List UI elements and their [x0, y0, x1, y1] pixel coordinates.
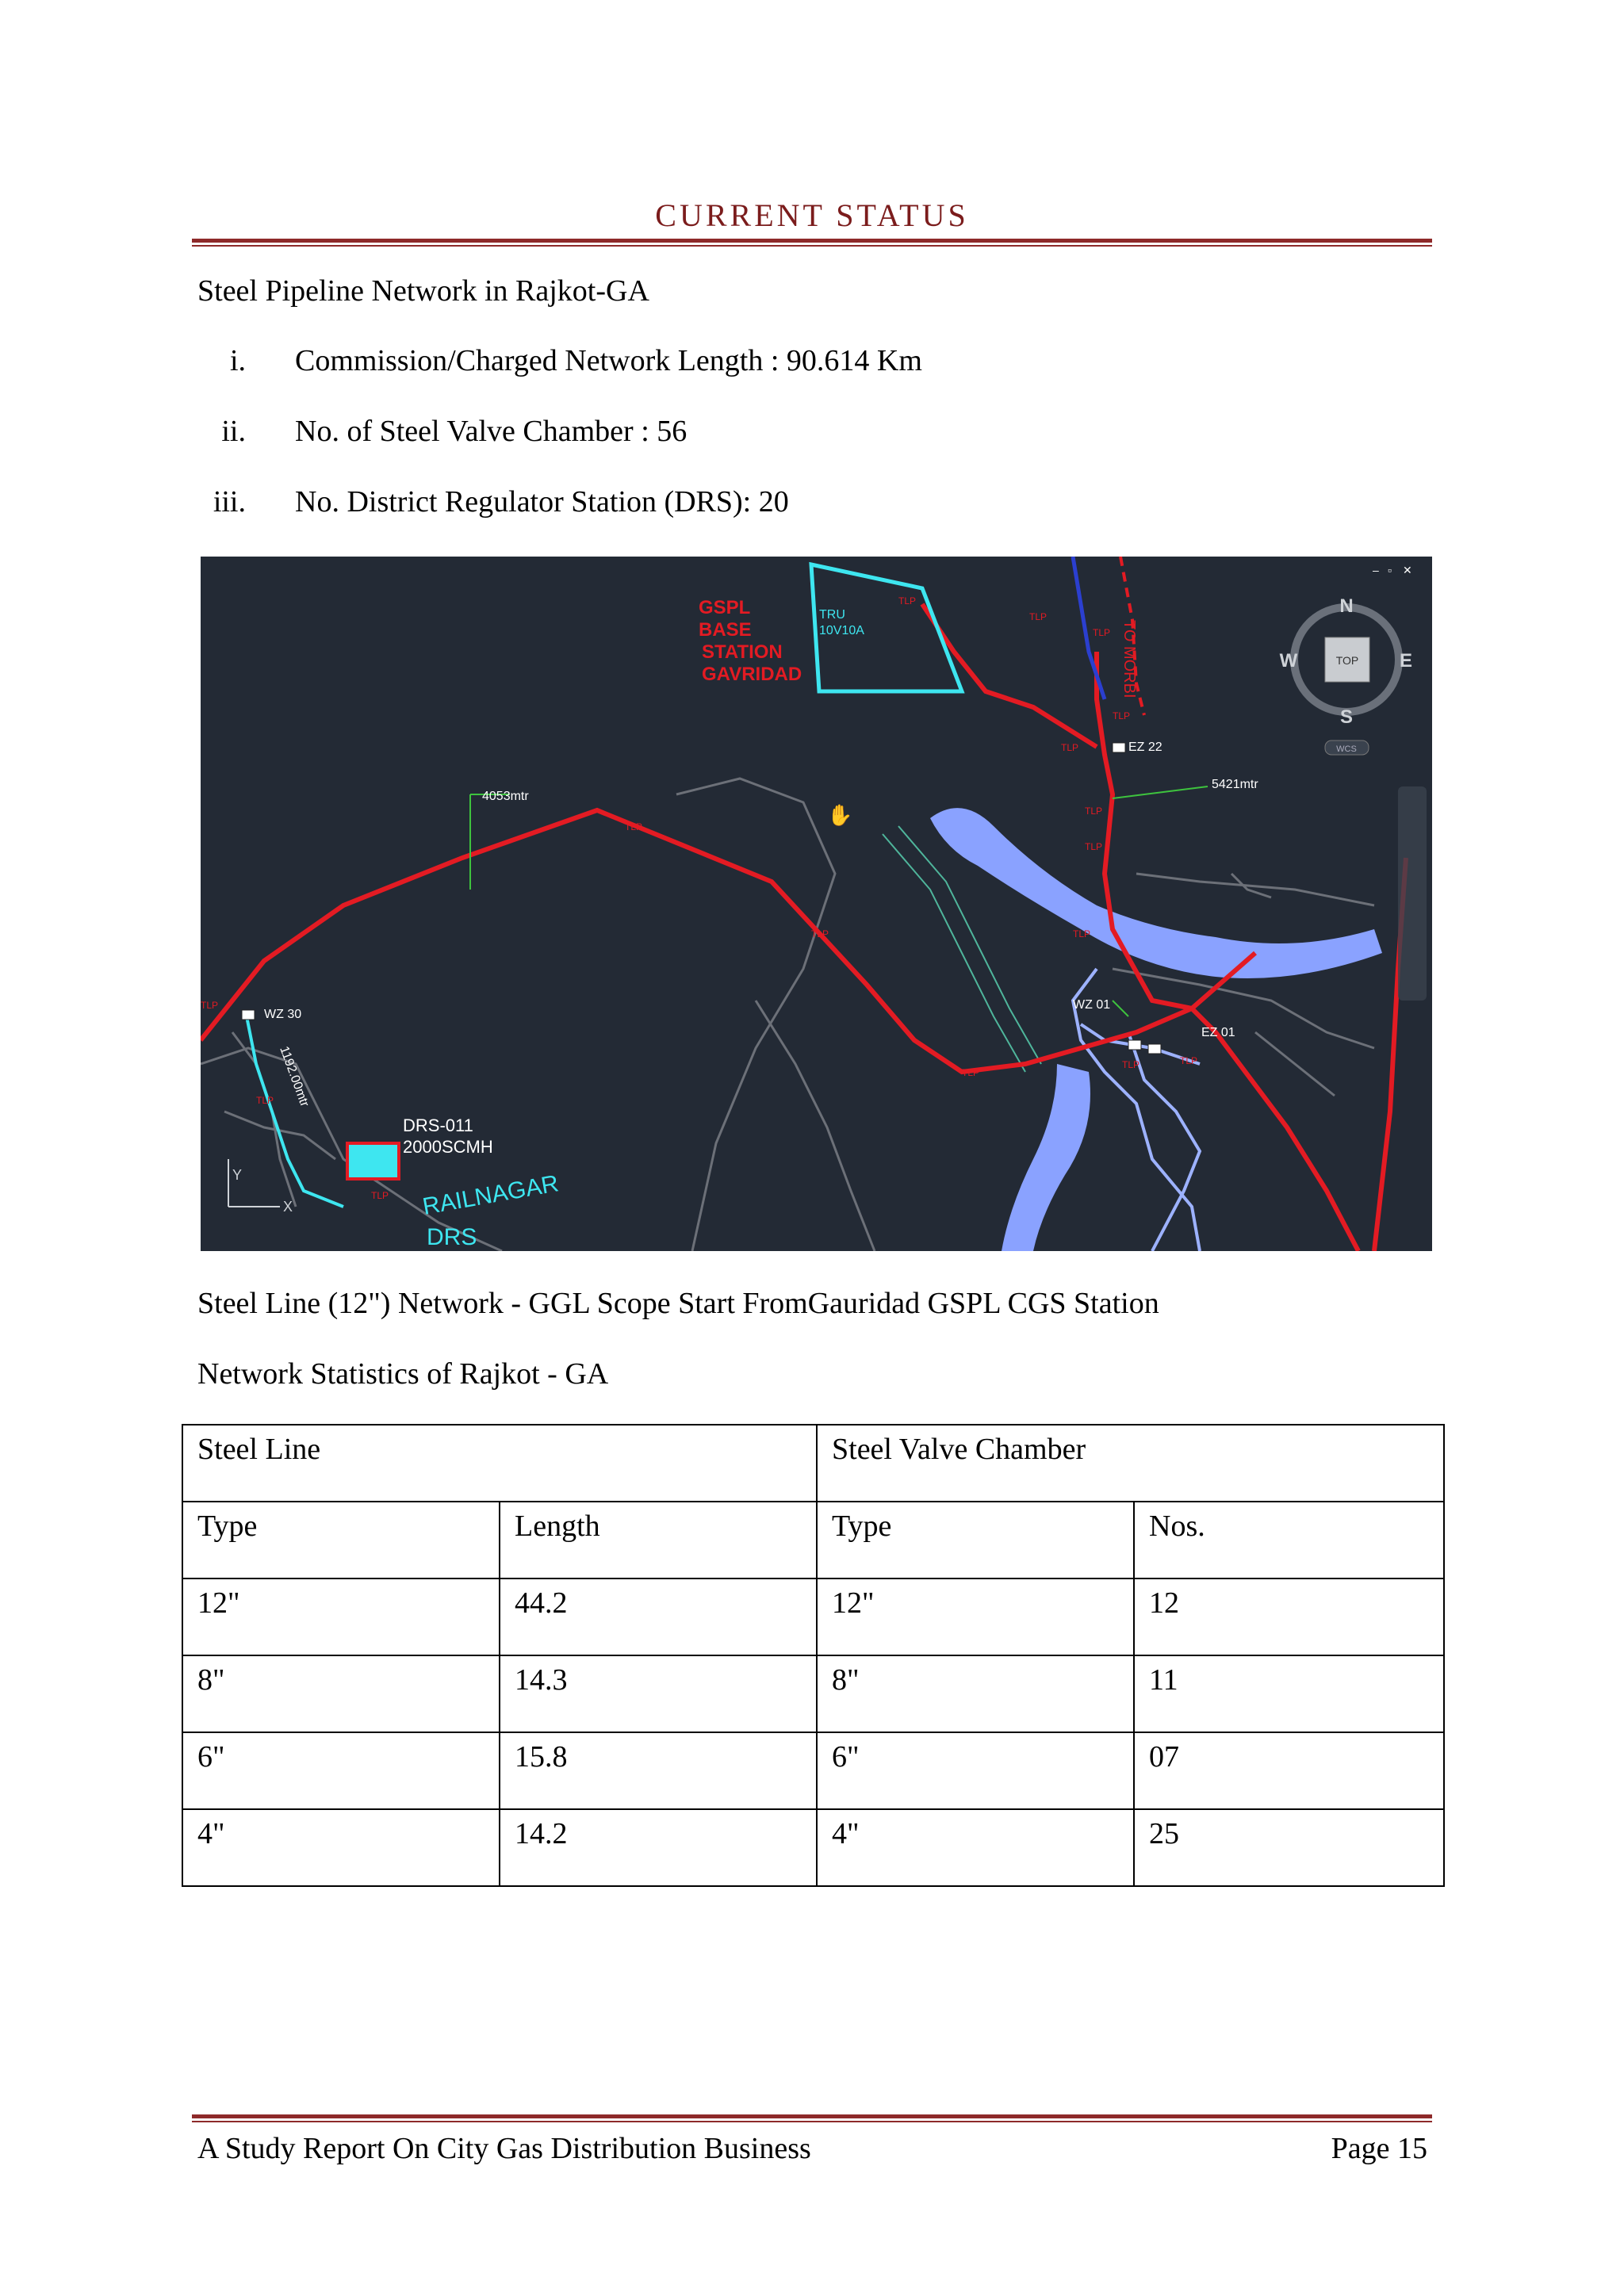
gspl-label: BASE	[699, 619, 752, 641]
viewcube-top[interactable]: TOP	[1335, 654, 1359, 667]
railnagar-label: RAILNAGAR	[420, 1170, 561, 1220]
figure-caption: Steel Line (12") Network - GGL Scope Start FromGauridad GSPL CGS Station	[197, 1287, 1159, 1320]
compass-s: S	[1339, 706, 1354, 728]
tlp-label: TLP	[1180, 1055, 1198, 1066]
zone-label: WZ 30	[264, 1008, 302, 1021]
zone-label: EZ 01	[1201, 1026, 1235, 1039]
compass-n: N	[1339, 595, 1354, 617]
minimize-icon[interactable]: –	[1373, 564, 1379, 576]
table-cell: 11	[1134, 1655, 1444, 1732]
table-cell: 44.2	[500, 1578, 817, 1655]
zone-label: WZ 01	[1073, 998, 1111, 1012]
table-row	[182, 1732, 1444, 1809]
table-cell: 12	[1134, 1578, 1444, 1655]
table-cell: 14.3	[500, 1655, 817, 1732]
table-cell: 15.8	[500, 1732, 817, 1809]
table-title: Network Statistics of Rajkot - GA	[197, 1357, 609, 1391]
group-header-steel-line: Steel Line	[182, 1425, 817, 1502]
tlp-label: TLP	[1113, 710, 1131, 721]
group-header-valve-chamber: Steel Valve Chamber	[817, 1425, 1444, 1502]
tlp-label: TLP	[1073, 928, 1091, 939]
distance-label: 1192.00mtr	[277, 1044, 312, 1109]
list-number: i.	[229, 344, 246, 377]
restore-icon[interactable]: ▫	[1388, 564, 1392, 576]
pipeline-network-map	[201, 557, 1432, 1251]
table-row	[182, 1809, 1444, 1886]
tlp-label: TLP	[1085, 841, 1103, 852]
footer-rule-thin	[192, 2121, 1432, 2122]
list-item-text: No. of Steel Valve Chamber : 56	[295, 415, 688, 448]
network-statistics-table	[182, 1424, 1445, 1887]
river-shape	[930, 808, 1382, 1251]
list-item-text: Commission/Charged Network Length : 90.614 Km	[295, 344, 922, 377]
tlp-label: TLP	[811, 928, 829, 939]
table-cell: 4"	[817, 1809, 1134, 1886]
table-cell: 12"	[182, 1578, 500, 1655]
tlp-label: TLP	[371, 1190, 389, 1201]
valve-marker	[1128, 1040, 1141, 1050]
table-cell: 14.2	[500, 1809, 817, 1886]
distance-label: 5421mtr	[1212, 778, 1258, 791]
col-header-type: Type	[817, 1502, 1134, 1578]
distance-label: 4053mtr	[482, 790, 529, 803]
table-group-header-row	[182, 1425, 1444, 1502]
table-cell: 12"	[817, 1578, 1134, 1655]
table-row	[182, 1655, 1444, 1732]
table-cell: 8"	[182, 1655, 500, 1732]
list-item-text: No. District Regulator Station (DRS): 20	[295, 485, 789, 519]
table-cell: 07	[1134, 1732, 1444, 1809]
wcs-label: WCS	[1336, 744, 1357, 754]
tlp-label: TLP	[898, 595, 917, 607]
window-controls[interactable]	[1373, 564, 1412, 576]
compass-w: W	[1279, 650, 1298, 672]
compass-e: E	[1399, 650, 1413, 672]
tlp-label: TLP	[1085, 806, 1103, 817]
drs-label: DRS-011	[403, 1115, 473, 1135]
drs-label: 2000SCMH	[403, 1137, 493, 1157]
tlp-label: TLP	[1093, 627, 1111, 638]
table-cell: 25	[1134, 1809, 1444, 1886]
table-cell: 8"	[817, 1655, 1134, 1732]
table-cell: 6"	[182, 1732, 500, 1809]
table-header-row	[182, 1502, 1444, 1578]
navigation-bar[interactable]	[1398, 786, 1427, 1001]
valve-marker	[1148, 1044, 1161, 1054]
viewcube-compass[interactable]	[1280, 595, 1412, 728]
axis-x-label: X	[283, 1199, 293, 1215]
close-icon[interactable]: ✕	[1403, 564, 1412, 576]
col-header-length: Length	[500, 1502, 817, 1578]
tlp-label: TLP	[1122, 1059, 1140, 1070]
table-row	[182, 1578, 1444, 1655]
zone-label: EZ 22	[1128, 740, 1162, 754]
list-number: ii.	[221, 415, 246, 448]
map-canvas	[201, 557, 1432, 1251]
railnagar-label: DRS	[427, 1224, 477, 1250]
col-header-nos: Nos.	[1134, 1502, 1444, 1578]
tlp-label: TLP	[1029, 611, 1048, 622]
footer-rule	[192, 2114, 1432, 2118]
tlp-label: TLP	[256, 1095, 274, 1106]
tlp-label: TLP	[962, 1067, 980, 1078]
tru-label: TRU	[819, 608, 845, 622]
tru-label: 10V10A	[819, 624, 864, 637]
table-cell: 6"	[817, 1732, 1134, 1809]
pan-cursor-icon: ✋	[827, 804, 853, 827]
valve-marker	[242, 1010, 255, 1020]
header-rule-thin	[192, 245, 1432, 247]
header-rule	[192, 239, 1432, 243]
page-number: Page 15	[1331, 2132, 1427, 2165]
list-number: iii.	[213, 485, 246, 519]
gspl-label: GSPL	[699, 597, 751, 618]
section-heading: Steel Pipeline Network in Rajkot-GA	[197, 274, 649, 308]
to-morbi-label: TO MORBI	[1120, 620, 1138, 698]
footer-title: A Study Report On City Gas Distribution Business	[197, 2132, 811, 2165]
valve-marker	[1113, 743, 1125, 752]
tlp-label: TLP	[625, 821, 643, 832]
axis-y-label: Y	[232, 1167, 243, 1183]
tlp-label: TLP	[1061, 742, 1079, 753]
tlp-label: TLP	[201, 1000, 219, 1011]
col-header-type: Type	[182, 1502, 500, 1578]
gspl-label: STATION	[702, 641, 783, 663]
table-cell: 4"	[182, 1809, 500, 1886]
drs-station-box	[347, 1143, 399, 1179]
page-header-title: CURRENT STATUS	[655, 197, 969, 233]
gspl-label: GAVRIDAD	[702, 664, 802, 685]
